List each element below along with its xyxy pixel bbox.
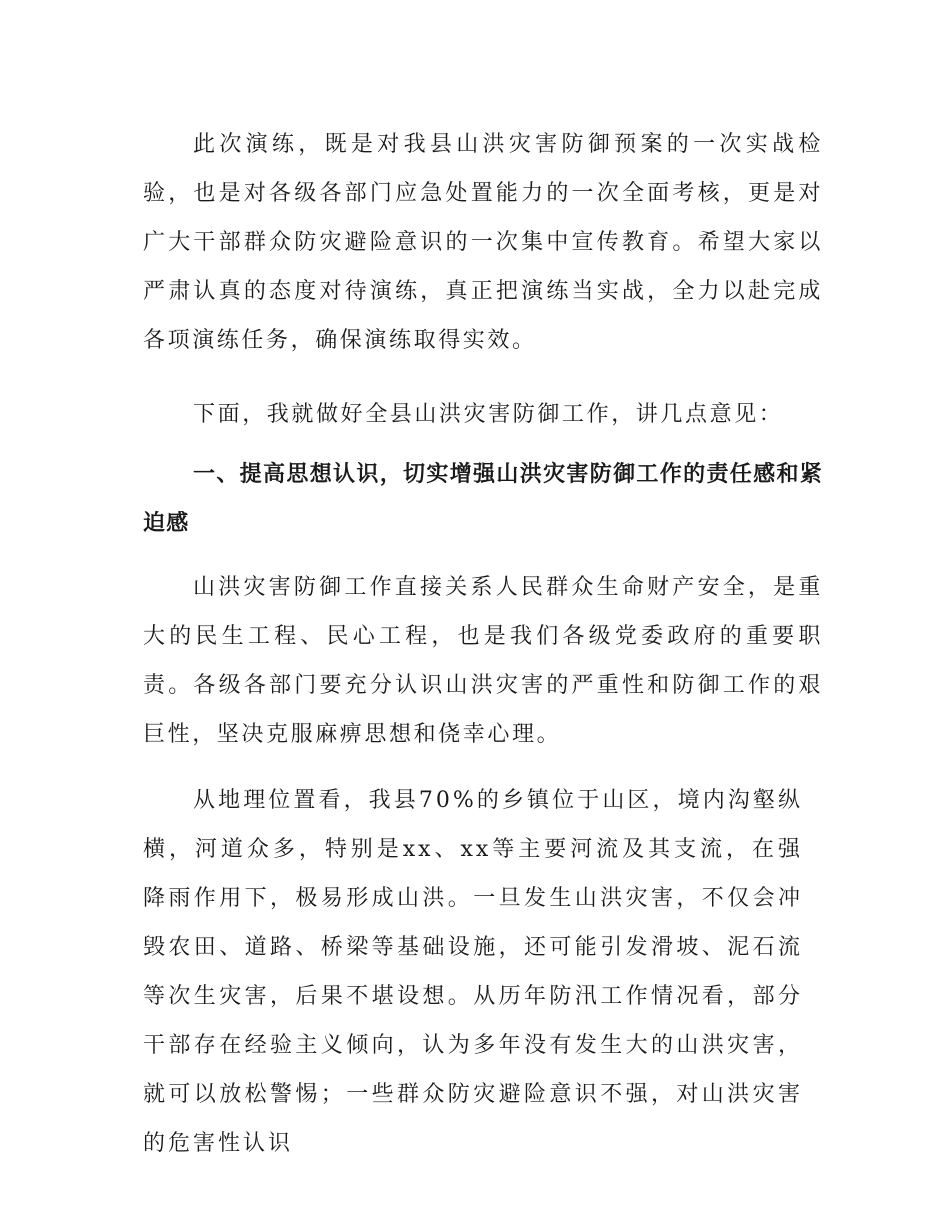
section-heading-1: 一、提高思想认识，切实增强山洪灾害防御工作的责任感和紧迫感 [143,462,823,536]
paragraph-intro-opinions: 下面，我就做好全县山洪灾害防御工作，讲几点意见： [193,402,784,427]
paragraph-geography: 从地理位置看，我县70%的乡镇位于山区，境内沟壑纵横，河道众多，特别是xx、xx等主要河流及其支流，在强降雨作用下，极易形成山洪。一旦发生山洪灾害，不仅会冲毁农田、道路、桥梁等基础设施，还可能引发滑坡、泥石流等次生灾害，后果不堪设想。从历年防汛工作情况看，部分干部存在经验主义倾向，认为多年没有发生大的山洪灾害，就可以放松警惕；一些群众防灾避险意识不强，对山洪灾害的危害性认识 [143,788,803,1156]
paragraph-importance: 山洪灾害防御工作直接关系人民群众生命财产安全，是重大的民生工程、民心工程，也是我们各级党委政府的重要职责。各级各部门要充分认识山洪灾害的严重性和防御工作的艰巨性，坚决克服麻痹思想和侥幸心理。 [143,575,823,747]
paragraph-drill-purpose: 此次演练，既是对我县山洪灾害防御预案的一次实战检验，也是对各级各部门应急处置能力的一次全面考核，更是对广大干部群众防灾避险意识的一次集中宣传教育。希望大家以严肃认真的态度对待演练，真正把演练当实战，全力以赴完成各项演练任务，确保演练取得实效。 [143,132,823,353]
